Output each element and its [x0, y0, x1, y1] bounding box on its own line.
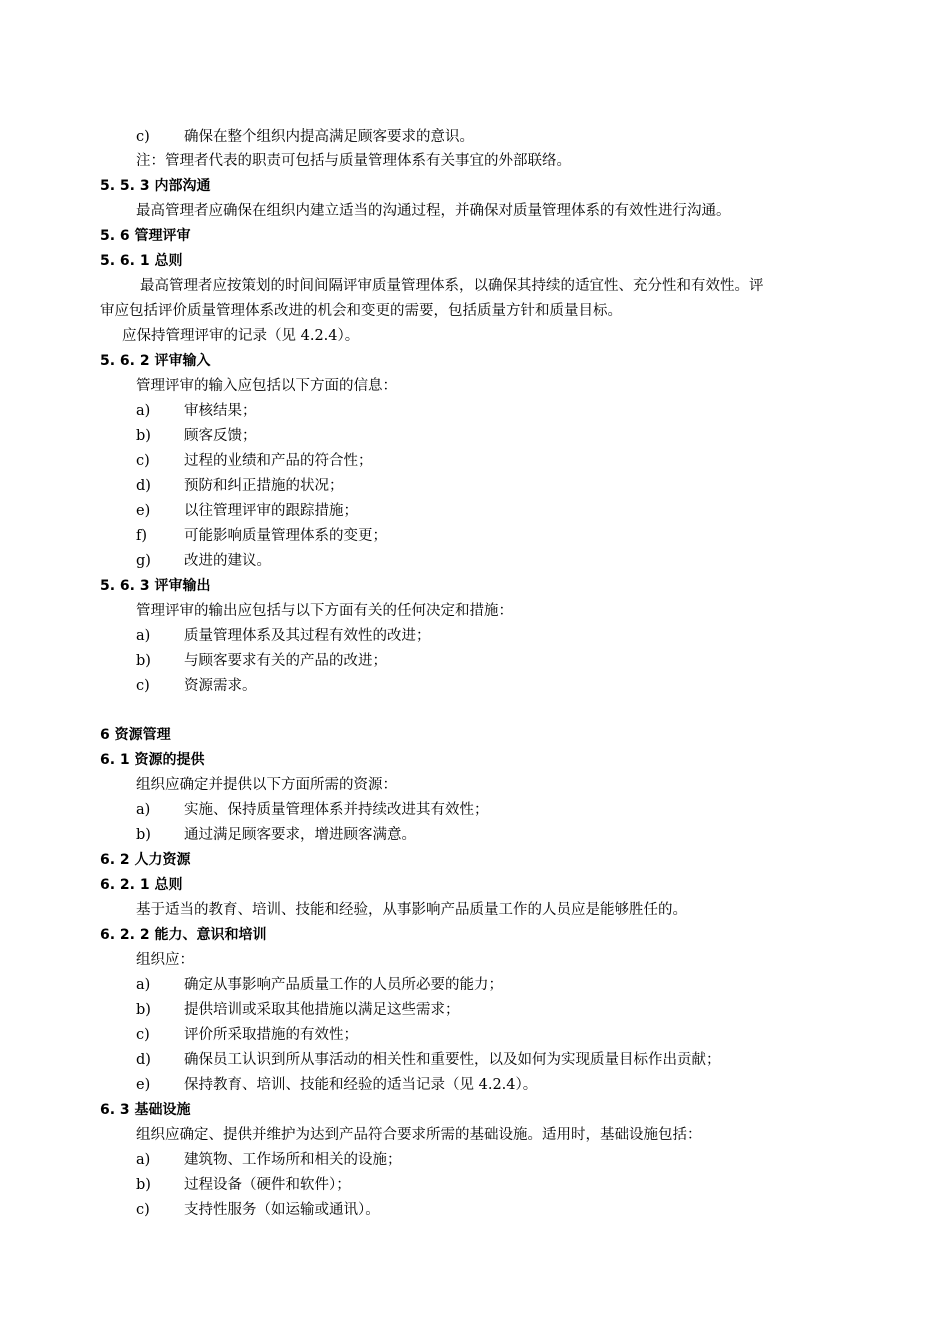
list-item-label: a)	[136, 628, 151, 644]
section-heading: 5. 6. 3 评审输出	[100, 578, 211, 594]
list-item	[136, 127, 474, 147]
list-item	[136, 1200, 380, 1220]
section-heading: 6. 3 基础设施	[100, 1102, 191, 1118]
list-item	[136, 426, 257, 446]
list-item-text: 通过满足顾客要求，增进顾客满意。	[184, 827, 416, 843]
list-item	[136, 501, 358, 521]
body-text: 最高管理者应按策划的时间间隔评审质量管理体系，以确保其持续的适宜性、充分性和有效性。评	[140, 278, 764, 294]
list-item	[136, 401, 257, 421]
list-item-label: c)	[136, 1027, 150, 1043]
list-item	[136, 1000, 460, 1020]
list-item-label: d)	[136, 1052, 151, 1068]
body-text: 最高管理者应确保在组织内建立适当的沟通过程，并确保对质量管理体系的有效性进行沟通。	[136, 203, 731, 219]
body-text: 注：管理者代表的职责可包括与质量管理体系有关事宜的外部联络。	[136, 153, 571, 169]
list-item-label: a)	[136, 977, 151, 993]
list-item-text: 确保员工认识到所从事活动的相关性和重要性，以及如何为实现质量目标作出贡献；	[184, 1052, 721, 1068]
list-item-label: d)	[136, 478, 151, 494]
list-item-label: e)	[136, 1077, 151, 1093]
list-item-label: b)	[136, 827, 151, 843]
list-item-text: 改进的建议。	[184, 553, 271, 569]
list-item-text: 支持性服务（如运输或通讯）。	[184, 1202, 380, 1218]
list-item	[136, 1050, 721, 1070]
list-item	[136, 651, 387, 671]
section-heading: 6 资源管理	[100, 727, 171, 743]
body-text: 管理评审的输入应包括以下方面的信息：	[136, 378, 397, 394]
list-item-text: 以往管理评审的跟踪措施；	[184, 503, 358, 519]
list-item-text: 确定从事影响产品质量工作的人员所必要的能力；	[184, 977, 503, 993]
list-item	[136, 975, 503, 995]
section-heading: 6. 2. 1 总则	[100, 877, 183, 893]
list-item-label: c)	[136, 1202, 150, 1218]
list-item-text: 提供培训或采取其他措施以满足这些需求；	[184, 1002, 460, 1018]
body-text: 管理评审的输出应包括与以下方面有关的任何决定和措施：	[136, 603, 513, 619]
section-heading: 5. 6 管理评审	[100, 228, 191, 244]
list-item-text: 确保在整个组织内提高满足顾客要求的意识。	[184, 129, 474, 145]
list-item-label: g)	[136, 553, 151, 569]
list-item	[136, 825, 416, 845]
list-item-text: 过程的业绩和产品的符合性；	[184, 453, 373, 469]
list-item	[136, 526, 387, 546]
list-item-label: b)	[136, 428, 151, 444]
list-item-text: 资源需求。	[184, 678, 257, 694]
list-item-text: 评价所采取措施的有效性；	[184, 1027, 358, 1043]
list-item	[136, 676, 257, 696]
list-item	[136, 1075, 537, 1095]
list-item-text: 实施、保持质量管理体系并持续改进其有效性；	[184, 802, 489, 818]
list-item-label: a)	[136, 802, 151, 818]
section-heading: 6. 1 资源的提供	[100, 752, 205, 768]
list-item	[136, 1025, 358, 1045]
list-item	[136, 1175, 351, 1195]
list-item-label: c)	[136, 678, 150, 694]
list-item-label: a)	[136, 1152, 151, 1168]
list-item	[136, 476, 344, 496]
section-heading: 5. 5. 3 内部沟通	[100, 178, 211, 194]
list-item-label: b)	[136, 653, 151, 669]
list-item-text: 质量管理体系及其过程有效性的改进；	[184, 628, 431, 644]
list-item	[136, 626, 431, 646]
list-item-label: b)	[136, 1177, 151, 1193]
list-item	[136, 800, 489, 820]
section-heading: 5. 6. 2 评审输入	[100, 353, 211, 369]
body-text: 基于适当的教育、培训、技能和经验，从事影响产品质量工作的人员应是能够胜任的。	[136, 902, 687, 918]
section-heading: 6. 2. 2 能力、意识和培训	[100, 927, 267, 943]
list-item-text: 建筑物、工作场所和相关的设施；	[184, 1152, 402, 1168]
list-item-label: c)	[136, 129, 150, 145]
list-item-label: a)	[136, 403, 151, 419]
list-item	[136, 451, 373, 471]
list-item-text: 过程设备（硬件和软件）；	[184, 1177, 351, 1193]
list-item-text: 与顾客要求有关的产品的改进；	[184, 653, 387, 669]
section-heading: 6. 2 人力资源	[100, 852, 191, 868]
body-text: 组织应：	[136, 952, 194, 968]
list-item-text: 审核结果；	[184, 403, 257, 419]
list-item-text: 保持教育、培训、技能和经验的适当记录（见 4.2.4）。	[184, 1077, 538, 1093]
body-text: 审应包括评价质量管理体系改进的机会和变更的需要，包括质量方针和质量目标。	[100, 303, 622, 319]
list-item-text: 顾客反馈；	[184, 428, 257, 444]
list-item-label: f)	[136, 528, 148, 544]
list-item-label: c)	[136, 453, 150, 469]
list-item-text: 可能影响质量管理体系的变更；	[184, 528, 387, 544]
list-item-label: e)	[136, 503, 151, 519]
body-text: 组织应确定、提供并维护为达到产品符合要求所需的基础设施。适用时，基础设施包括：	[136, 1127, 702, 1143]
body-text: 应保持管理评审的记录（见 4.2.4）。	[122, 328, 360, 344]
list-item	[136, 551, 271, 571]
list-item	[136, 1150, 402, 1170]
body-text: 组织应确定并提供以下方面所需的资源：	[136, 777, 397, 793]
list-item-text: 预防和纠正措施的状况；	[184, 478, 344, 494]
list-item-label: b)	[136, 1002, 151, 1018]
section-heading: 5. 6. 1 总则	[100, 253, 183, 269]
